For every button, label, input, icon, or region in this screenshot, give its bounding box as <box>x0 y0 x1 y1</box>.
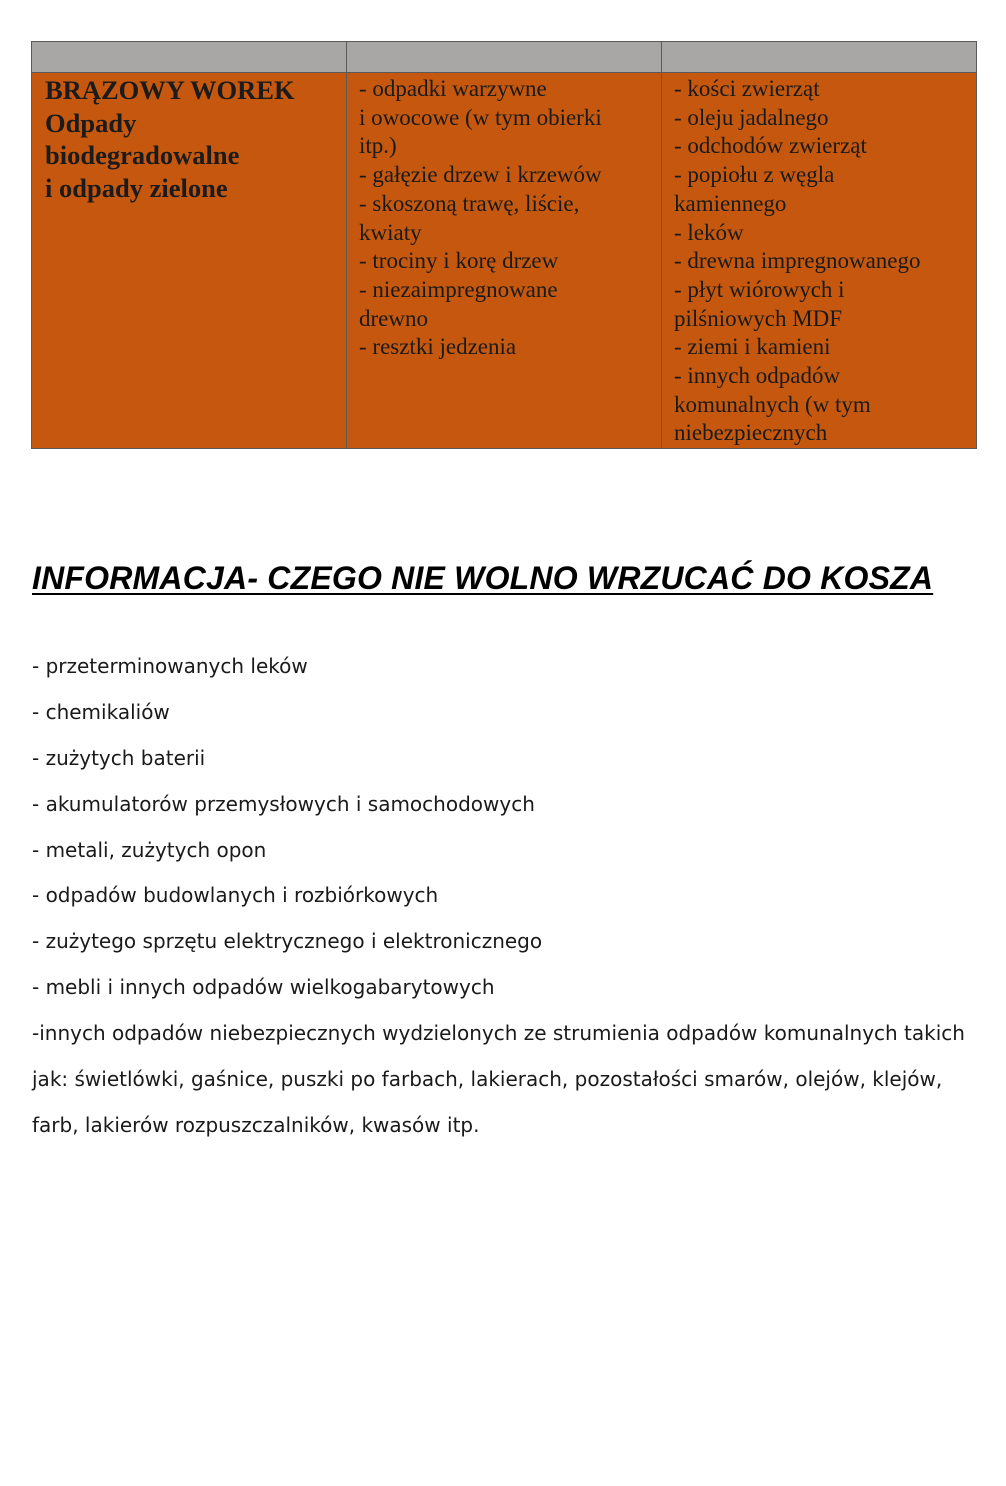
info-list <box>32 652 965 1157</box>
forbidden-item-line: - kości zwierząt <box>674 76 820 101</box>
bag-title-line: i odpady zielone <box>45 172 228 203</box>
forbidden-item-line: - popiołu z węgla <box>674 162 835 188</box>
forbidden-item-line: - oleju jadalnego <box>674 104 829 130</box>
forbidden-item-line: pilśniowych MDF <box>674 305 843 331</box>
list-item: - zużytego sprzętu elektrycznego i elektronicznego <box>32 929 543 954</box>
forbidden-item-line: - innych odpadów <box>674 363 841 389</box>
list-item: farb, lakierów rozpuszczalników, kwasów itp. <box>32 1112 480 1137</box>
forbidden-item-line: - leków <box>674 219 744 245</box>
forbidden-item-line: - ziemi i kamieni <box>674 334 831 360</box>
allowed-item-line: - trociny i korę drzew <box>359 248 559 274</box>
bag-title <box>32 73 346 204</box>
table-header-row <box>32 42 977 73</box>
waste-sorting-table <box>31 41 977 449</box>
list-item: - akumulatorów przemysłowych i samochodowych <box>32 791 535 816</box>
bag-title-cell <box>32 73 347 449</box>
forbidden-item-line: - odchodów zwierząt <box>674 133 867 159</box>
forbidden-item-line: komunalnych (w tym <box>674 391 871 417</box>
forbidden-item-line: - płyt wiórowych i <box>674 276 845 302</box>
allowed-item-line: - niezaimpregnowane <box>359 276 558 302</box>
allowed-item-line: - gałęzie drzew i krzewów <box>359 162 602 188</box>
allowed-items-cell <box>347 73 662 449</box>
list-item: -innych odpadów niebezpiecznych wydzielonych ze strumienia odpadów komunalnych takich <box>32 1021 965 1046</box>
allowed-item-line: - skoszoną trawę, liście, <box>359 190 580 216</box>
header-cell-1 <box>32 42 347 73</box>
brown-bag-row <box>32 73 977 449</box>
bag-title-line: biodegradowalne <box>45 140 240 171</box>
list-item: - przeterminowanych leków <box>32 654 308 678</box>
list-item: - mebli i innych odpadów wielkogabarytowych <box>32 975 495 1000</box>
allowed-item-line: itp.) <box>359 133 397 159</box>
header-cell-3 <box>662 42 977 73</box>
forbidden-item-line: niebezpiecznych <box>674 420 828 446</box>
allowed-item-line: - odpadki warzywne <box>359 76 547 101</box>
forbidden-item-line: kamiennego <box>674 190 787 216</box>
bag-title-line: BRĄZOWY WOREK <box>45 75 295 105</box>
info-heading: INFORMACJA- CZEGO NIE WOLNO WRZUCAĆ DO KOSZA <box>32 560 934 596</box>
list-item: jak: świetlówki, gaśnice, puszki po farbach, lakierach, pozostałości smarów, olejów, klejów, <box>32 1067 943 1092</box>
list-item: - odpadów budowlanych i rozbiórkowych <box>32 883 439 908</box>
list-item: - chemikaliów <box>32 699 170 724</box>
header-cell-2 <box>347 42 662 73</box>
allowed-item-line: drewno <box>359 305 428 331</box>
allowed-items <box>347 73 661 362</box>
forbidden-item-line: - drewna impregnowanego <box>674 248 921 274</box>
list-item: - zużytych baterii <box>32 745 206 770</box>
forbidden-items-cell <box>662 73 977 449</box>
forbidden-items <box>662 73 976 448</box>
list-item: - metali, zużytych opon <box>32 837 267 862</box>
allowed-item-line: i owocowe (w tym obierki <box>359 104 602 130</box>
allowed-item-line: kwiaty <box>359 219 422 245</box>
allowed-item-line: - resztki jedzenia <box>359 334 517 360</box>
bag-title-line: Odpady <box>45 107 137 138</box>
